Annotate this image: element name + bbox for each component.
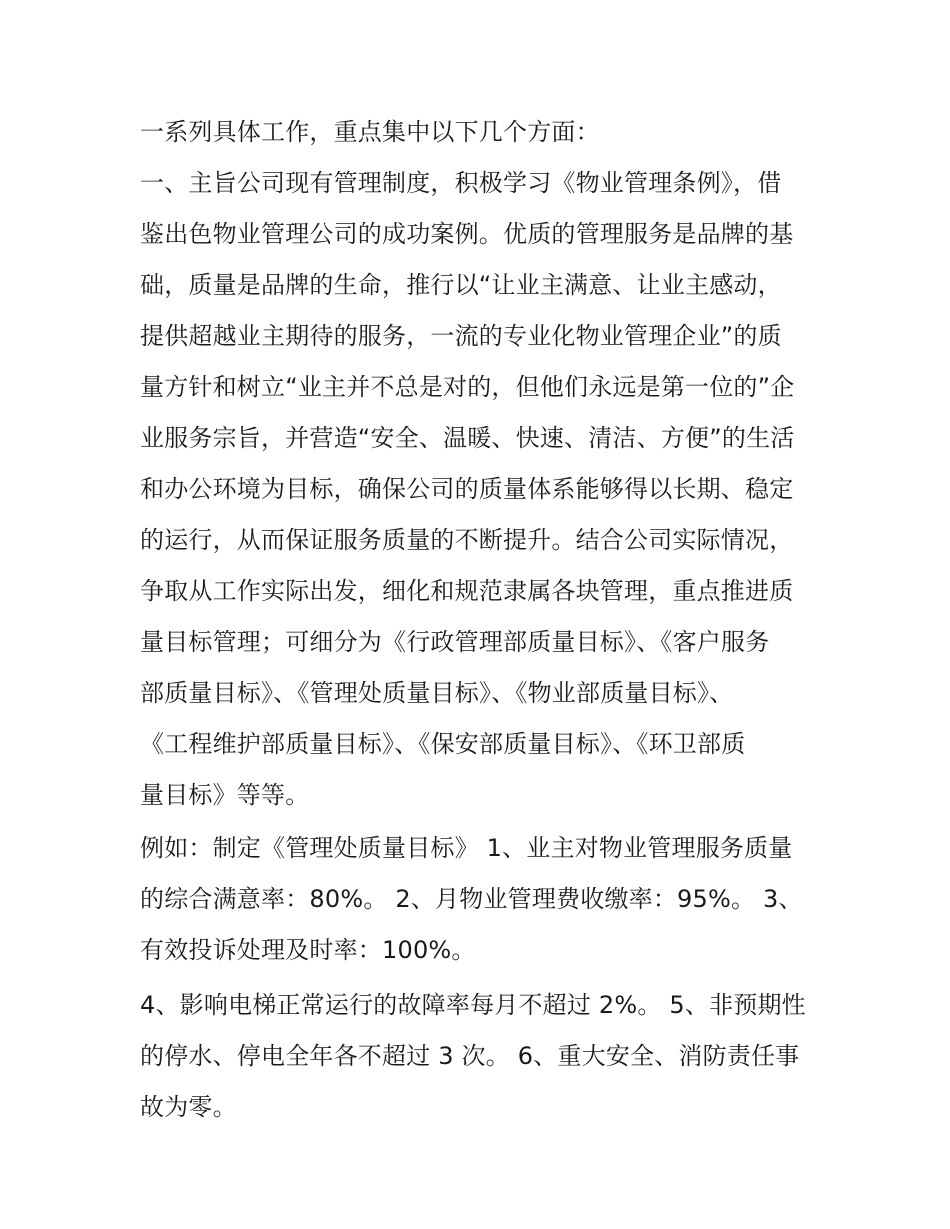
text-line: 《工程维护部质量目标》、《保安部质量目标》、《环卫部质 xyxy=(140,730,746,758)
text-line: 例如：制定《管理处质量目标》 1、业主对物业管理服务质量 xyxy=(140,834,793,862)
paragraph-targets xyxy=(140,980,812,1133)
text-line: 提供超越业主期待的服务，一流的专业化物业管理企业”的质 xyxy=(140,322,782,350)
text-line: 量方针和树立“业主并不总是对的，但他们永远是第一位的”企 xyxy=(140,373,795,401)
text-line: 量目标》等等。 xyxy=(140,781,310,809)
text-line: 有效投诉处理及时率：100%。 xyxy=(140,936,476,964)
document-body xyxy=(140,107,812,1133)
text-line: 鉴出色物业管理公司的成功案例。优质的管理服务是品牌的基 xyxy=(140,220,794,248)
text-line: 故为零。 xyxy=(140,1093,237,1121)
text-line: 业服务宗旨，并营造“安全、温暖、快速、清洁、方便”的生活 xyxy=(140,424,795,452)
paragraph-point-one xyxy=(140,158,812,821)
text-line: 争取从工作实际出发，细化和规范隶属各块管理，重点推进质 xyxy=(140,577,794,605)
text-line: 的综合满意率：80%。 2、月物业管理费收缴率：95%。 3、 xyxy=(140,885,803,913)
paragraph-example xyxy=(140,823,812,976)
text-line: 一系列具体工作，重点集中以下几个方面： xyxy=(140,118,600,146)
text-line: 一、主旨公司现有管理制度，积极学习《物业管理条例》，借 xyxy=(140,169,782,197)
text-line: 础，质量是品牌的生命，推行以“让业主满意、让业主感动， xyxy=(140,271,782,299)
paragraph-intro xyxy=(140,107,812,158)
text-line: 的停水、停电全年各不超过 3 次。 6、重大安全、消防责任事 xyxy=(140,1042,800,1070)
text-line: 和办公环境为目标，确保公司的质量体系能够得以长期、稳定 xyxy=(140,475,794,503)
text-line: 部质量目标》、《管理处质量目标》、《物业部质量目标》、 xyxy=(140,679,734,707)
text-line: 的运行，从而保证服务质量的不断提升。结合公司实际情况， xyxy=(140,526,794,554)
text-line: 4、影响电梯正常运行的故障率每月不超过 2%。 5、非预期性 xyxy=(140,991,806,1019)
text-line: 量目标管理；可细分为《行政管理部质量目标》、《客户服务 xyxy=(140,628,770,656)
